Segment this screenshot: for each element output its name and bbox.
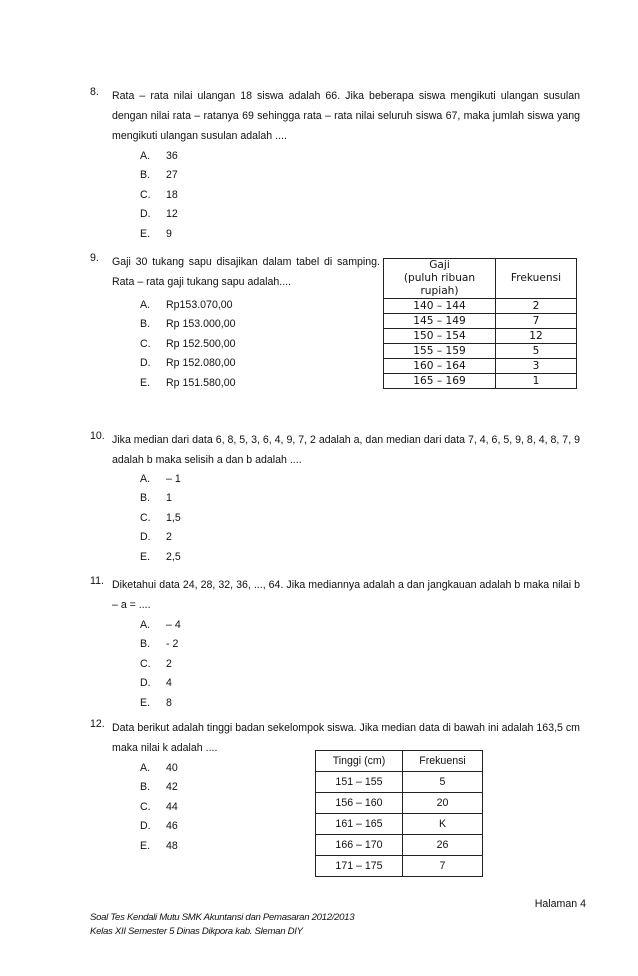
option-a[interactable]: A. – 4: [140, 619, 181, 631]
table-header-row: [384, 259, 577, 299]
options-list: [140, 616, 580, 713]
question-number: 9.: [90, 252, 99, 264]
footer-line-2: Kelas XII Semester 5 Dinas Dikpora kab. Sleman DIY: [90, 926, 303, 937]
table-row: 155 – 159 5: [384, 344, 577, 359]
options-list: [140, 470, 580, 567]
question-number: 8.: [90, 86, 99, 98]
header-frekuensi: Frekuensi: [403, 751, 483, 772]
table-row: 161 – 165 K: [316, 814, 483, 835]
table-header-row: [316, 751, 483, 772]
option-c[interactable]: C. 18: [140, 188, 178, 201]
option-b[interactable]: B. 1: [140, 492, 172, 505]
header-frekuensi: Frekuensi: [496, 259, 577, 299]
question-text: Diketahui data 24, 28, 32, 36, ..., 64. Jika mediannya adalah a dan jangkauan adalah b maka nilai b – a = ....: [112, 579, 580, 611]
option-e[interactable]: E. 48: [140, 839, 178, 852]
height-frequency-table: [315, 750, 483, 877]
option-c[interactable]: C. 44: [140, 800, 178, 813]
option-e[interactable]: E. 9: [140, 227, 172, 240]
question-text: Jika median dari data 6, 8, 5, 3, 6, 4, 9, 7, 2 adalah a, dan median dari data 7, 4, 6, 5, 9, 8, 4, 8, 7, 9 adalah b maka selisih a dan b adalah ....: [112, 434, 580, 466]
table-row: 165 – 169 1: [384, 374, 577, 389]
option-a[interactable]: A. 36: [140, 150, 178, 162]
table-row: 150 – 154 12: [384, 329, 577, 344]
table-row: 140 – 144 2: [384, 299, 577, 314]
option-b[interactable]: B. 42: [140, 781, 178, 794]
question-10: [90, 430, 580, 567]
question-number: 10.: [90, 430, 105, 442]
option-e[interactable]: E. 2,5: [140, 550, 181, 563]
option-c[interactable]: C. Rp 152.500,00: [140, 337, 236, 350]
option-d[interactable]: D. 4: [140, 677, 172, 690]
question-text: Data berikut adalah tinggi badan sekelompok siswa. Jika median data di bawah ini adalah 163,5 cm maka nilai k adalah ....: [112, 722, 580, 754]
question-number: 12.: [90, 718, 105, 730]
page-number: Halaman 4: [534, 898, 586, 910]
footer-line-1: Soal Tes Kendali Mutu SMK Akuntansi dan Pemasaran 2012/2013: [90, 912, 355, 923]
option-b[interactable]: B. - 2: [140, 638, 179, 651]
option-b[interactable]: B. Rp 153.000,00: [140, 318, 236, 331]
option-d[interactable]: D. 12: [140, 208, 178, 221]
option-e[interactable]: E. 8: [140, 696, 172, 709]
option-a[interactable]: A. – 1: [140, 473, 181, 485]
option-d[interactable]: D. Rp 152.080,00: [140, 357, 236, 370]
table-row: 171 – 175 7: [316, 856, 483, 877]
table-row: 151 – 155 5: [316, 772, 483, 793]
table-row: 145 – 149 7: [384, 314, 577, 329]
option-d[interactable]: D. 2: [140, 531, 172, 544]
header-gaji: Gaji (puluh ribuan rupiah): [384, 259, 496, 299]
table-row: 156 – 160 20: [316, 793, 483, 814]
option-c[interactable]: C. 2: [140, 657, 172, 670]
option-e[interactable]: E. Rp 151.580,00: [140, 376, 236, 389]
salary-frequency-table: [383, 258, 577, 389]
option-a[interactable]: A. Rp153.070,00: [140, 299, 233, 311]
table-row: 160 – 164 3: [384, 359, 577, 374]
question-8: [90, 86, 580, 244]
question-11: [90, 575, 580, 713]
header-tinggi: Tinggi (cm): [316, 751, 403, 772]
table-row: 166 – 170 26: [316, 835, 483, 856]
question-text: Rata – rata nilai ulangan 18 siswa adalah 66. Jika beberapa siswa mengikuti ulangan susulan dengan nilai rata – ratanya 69 sehingga rata – rata nilai seluruh siswa 67, maka jumlah siswa yang mengikuti ulangan susulan adalah ....: [112, 90, 580, 142]
option-b[interactable]: B. 27: [140, 169, 178, 182]
options-list: [140, 147, 580, 244]
option-c[interactable]: C. 1,5: [140, 511, 181, 524]
option-a[interactable]: A. 40: [140, 762, 178, 774]
question-number: 11.: [90, 575, 104, 587]
question-text: Gaji 30 tukang sapu disajikan dalam tabel di samping. Rata – rata gaji tukang sapu adalah....: [112, 256, 380, 288]
option-d[interactable]: D. 46: [140, 820, 178, 833]
